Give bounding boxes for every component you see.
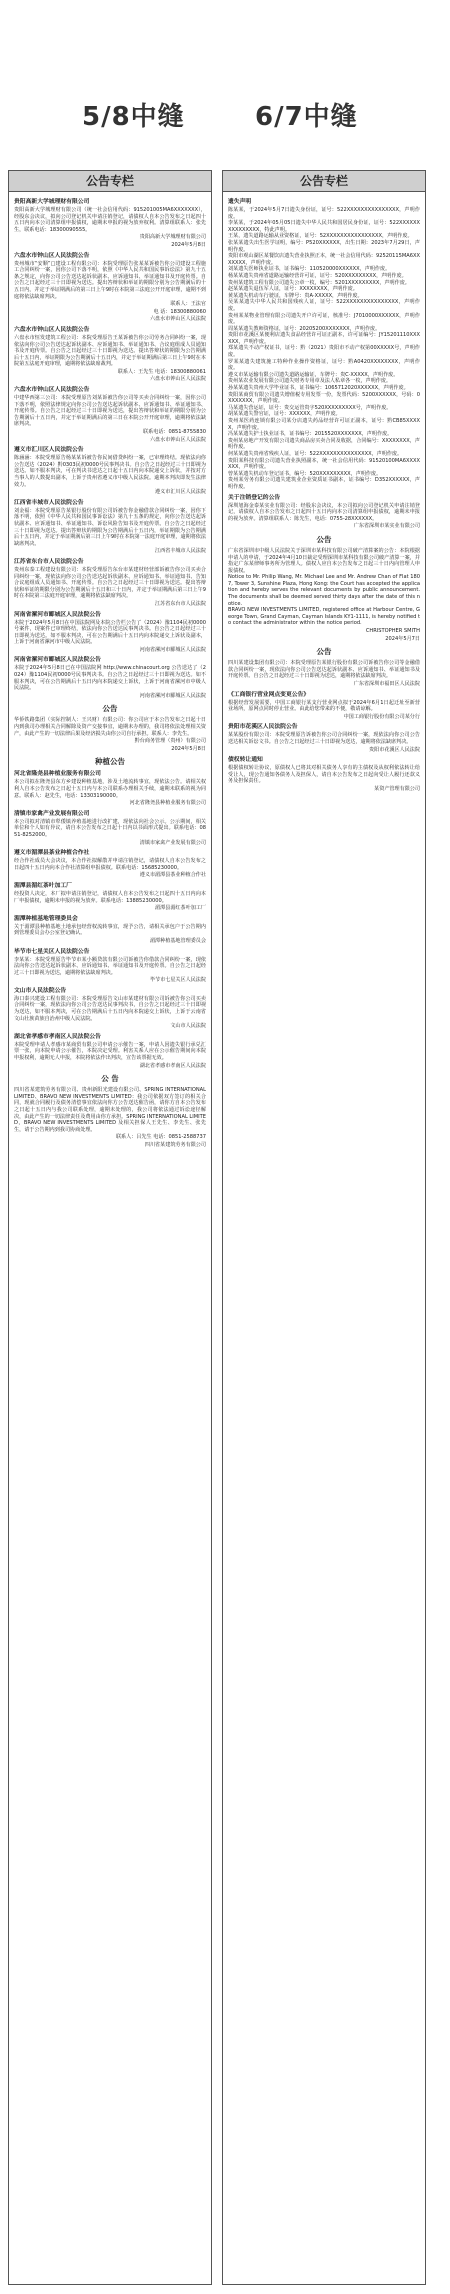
notice-body: 李某某，于2024年05月05日遗失中华人民共和国居民身份证，证号：522XXXXXXXXXXXXXXX，特此声明。 bbox=[228, 220, 420, 233]
notice-body: 胡某某遗失警官证，证号：XXXXXX，声明作废。 bbox=[228, 411, 341, 418]
notice-body: 刘金福：本院受理原告某银行股份有限公司诉被告你金融借款合同纠纷一案，因你下落不明，依照《中华人民共和国民事诉讼法》第九十五条的规定，向你公告送达起诉状副本、应诉通知书、举证通知书、诉讼风险告知书及开庭传票。自公告之日起经过三十日即视为送达。提出答辩状的期限为公告期满后十五日内，举证期限为公告期满后十五日内，并定于举证期满后第三日上午9时在本院第一法庭开庭审理，逾期将依法缺席判决。 bbox=[14, 507, 206, 547]
notice-heading: 湖北省孝感市孝南区人民法院公告 bbox=[14, 1033, 101, 1040]
notice-signature: 遵义市汇川区人民法院 bbox=[155, 489, 206, 496]
notice-body: 杨某某遗失贵州省道路运输经营许可证，证号：520XXXXXXXXX，声明作废。 bbox=[228, 272, 407, 279]
section-title: 种植公告 bbox=[95, 757, 125, 767]
notice-signature: 黔台商务管理（贵州）有限公司 bbox=[134, 738, 206, 745]
notice-heading: 毕节市七星关区人民法院公告 bbox=[14, 948, 90, 955]
notice-signature: 湄潭县湄红茶叶加工厂 bbox=[155, 905, 206, 912]
notice-body: 张某某遗失出生医学证明，编号：P520XXXXXX，出生日期：2023年7月29日，声明作废。 bbox=[228, 239, 420, 253]
notice-signature: 联系人：吕先生 电话：0851-2588737 bbox=[115, 1134, 206, 1141]
notice-signature: 电 话：18300880060 bbox=[153, 308, 206, 315]
notice-heading: 河北省隆尧县种植业服务有限公司 bbox=[14, 771, 101, 778]
notice-body: 华侨铁路集团（实际控制人：王兴财）有限公司：你公司应于本公告发布之日起十日内到我司办理相关合同解除及资产交接事宜，逾期未办理的，我司将依法处理相关资产，由此产生的一切法律后果及经济损失由你公司自行承担。联系人：李先生。 bbox=[14, 717, 206, 737]
notice-body: 曾某某遗失机动车登记证书，编号：520XXXXXXXXX，声明作废。 bbox=[228, 470, 382, 477]
notice-signature: 联系人：王先生 电话：18300880061 bbox=[117, 368, 206, 375]
page-title-left: 5/8中缝 bbox=[82, 102, 185, 132]
column-left bbox=[8, 170, 212, 2285]
notice-heading: 遵义市汇川区人民法院公告 bbox=[14, 447, 84, 454]
notice-body: 陈涵涵：本院受理原告杨某某诉被告你民间借贷纠纷一案，已审理终结。现依法向你公告送达（2024）黔0303民初0000号民事判决书。自公告之日起经过三十日即视为送达。如不服本判决，可在判决书送达之日起十五日内向本院递交上诉状，并按对方当事人的人数提出副本，上诉于贵州省遵义市中级人民法院。逾期本判决即发生法律效力。 bbox=[14, 455, 206, 488]
notice-heading: 《工商银行营业网点变更公告》 bbox=[228, 691, 310, 698]
notice-body: 深圳旭海金泰某实业有限公司：经股东会决议，本公司拟向公司登记机关申请注销登记，请债权人自本公告发布之日起四十五日内向本公司清算组申报债权，逾期未申报的视为放弃。清算组联系人：陈先生，电话：0755-28XXXXXX。 bbox=[228, 502, 420, 522]
notice-signature: 2024年5月7日 bbox=[385, 635, 420, 642]
notice-body: 本院于2024年5月8日在中国法院网及本院公告栏公告了（2024）豫1104民初0000号案件，现案件已审理终结，依法向你公告送达民事判决书。自公告之日起经过三十日即视为送达。如不服本判决，可在公告期满后十五日内向本院递交上诉状及副本，上诉于河南省漯河市中级人民法院。 bbox=[14, 619, 206, 646]
notice-heading: 江西省丰城市人民法院公告 bbox=[14, 499, 84, 506]
notice-body: 海口泰兴建设工程有限公司：本院受理原告文山市某建材有限公司诉被告你公司买卖合同纠纷一案，现依法向你公司公告送达民事判决书，自公告之日起经过三十日即视为送达，如不服本判决，可在公告期满后十五日内向本院递交上诉状，上诉于云南省文山壮族苗族自治州中级人民法院。 bbox=[14, 995, 206, 1022]
notice-signature: 四川省某建筑劳务有限公司 bbox=[144, 1141, 206, 1148]
notice-body: 经合作社成员大会决议，本合作社拟解散并申请注销登记，请债权人自本公告发布之日起四十五日内向本合作社清算组申报债权。联系电话：15685230000。 bbox=[14, 858, 206, 871]
notice-heading: 清镇市家禽产业发展有限公司 bbox=[14, 810, 90, 817]
notice-heading: 遗失声明 bbox=[228, 199, 252, 205]
notice-body: 贵阳市观山湖区某餐饮店遗失营业执照正本，统一社会信用代码：92520115MA6XXXXXXX，声明作废。 bbox=[228, 253, 420, 266]
column-header: 公告专栏 bbox=[223, 171, 425, 192]
notice-signature: 贵阳市花溪区人民法院 bbox=[369, 746, 420, 753]
notice-signature: 江西省丰城市人民法院 bbox=[155, 548, 206, 555]
notice-heading: 六盘水市钟山区人民法院公告 bbox=[14, 326, 90, 333]
notice-body: 贵州某房地产开发有限公司遗失商品房买卖合同及收据，合同编号：XXXXXXXX，声明作废。 bbox=[228, 437, 420, 451]
notice-body: 本公司拟对清镇市犁倭镇养殖基地进行改扩建，现依法向社会公示。公示期间，相关单位和个人如有异议，请自本公告发布之日起十日内以书面形式提出。联系电话：0851-8252000。 bbox=[14, 818, 206, 838]
column-body bbox=[9, 192, 211, 1149]
notice-body: 贵州某农业发展有限公司遗失财务专用章及法人私章各一枚，声明作废。 bbox=[228, 378, 392, 385]
notice-signature: 2024年5月8日 bbox=[171, 745, 206, 752]
notice-body: 本院受理申请人孝感市某商贸有限公司申请公示催告一案，申请人因遗失银行承兑汇票一张，向本院申请公示催告，本院决定受理。利害关系人应在公示催告期间向本院申报权利，逾期无人申报，本院将依法作出判决，宣告该票据无效。 bbox=[14, 1041, 206, 1062]
notice-body: 黄某遗失机动车行驶证，车牌号：贵A·XXXXX，声明作废。 bbox=[228, 292, 363, 299]
notice-body: 周某某遗失教师资格证，证号：20205200XXXXXXX，声明作废。 bbox=[228, 325, 381, 332]
notice-body: 郑某遗失不动产权证书，证号：黔（2021）贵阳市不动产权第00XXXXX号，声明作废。 bbox=[228, 345, 420, 359]
section-title: 公告 bbox=[316, 647, 332, 657]
notice-signature: 联系电话：0851-8755830 bbox=[143, 429, 206, 436]
notice-signature: 河南省漯河市郾城区人民法院 bbox=[139, 692, 206, 699]
notice-body: 广东省深圳市中级人民法院关于深圳市某科技有限公司破产清算案的公告：本院根据申请人的申请，于2024年4月10日裁定受理深圳市某科技有限公司破产清算一案，并指定广东某律师事务所为管理人。债权人应自本公告发布之日起三十日内向管理人申报债权。 bbox=[228, 547, 420, 574]
notice-heading: 六盘水市钟山区人民法院公告 bbox=[14, 252, 90, 259]
notice-signature: 清镇市家禽产业发展有限公司 bbox=[139, 839, 206, 846]
notice-body: 四川某建设集团有限公司：本院受理原告某银行股份有限公司诉被告你公司等金融借款合同纠纷一案，现依法向你公司公告送达起诉状副本、应诉通知书、举证通知书及开庭传票。自公告之日起经过三十日即视为送达，逾期将依法缺席判决。 bbox=[228, 660, 420, 680]
notice-signature: 文山市人民法院 bbox=[170, 1023, 206, 1030]
section-title: 公告 bbox=[316, 534, 332, 544]
notice-heading: 六盘水市钟山区人民法院公告 bbox=[14, 387, 90, 394]
notice-heading: 债权转让通知 bbox=[228, 757, 263, 764]
notice-body: 经投资人决定，本厂拟申请注销登记，请债权人自本公告发布之日起四十五日内向本厂申报债权，逾期未申报的视为放弃。联系电话：13885230000。 bbox=[14, 890, 206, 904]
notice-body: 冯某某遗失护士执业证书，证书编号：2015520XXXXXXX，声明作废。 bbox=[228, 431, 393, 438]
notice-body: 赵某某遗失退伍军人证，证号：XXXXXXXX，声明作废。 bbox=[228, 286, 358, 293]
notice-signature: 河北省隆尧县种植业服务有限公司 bbox=[129, 800, 206, 807]
notice-body: 六盘水市恒发建筑工程公司：本院受理原告王某诉被告你公司劳务合同纠纷一案，现依法向你公司公告送达起诉状副本、应诉通知书、举证通知书、合议庭组成人员通知书及开庭传票。自公告之日起经过三十日即视为送达。提出答辩状的期限为公告期满后十五日内，举证期限为公告期满后十五日内，并定于举证期满后第三日上午9时在本院第五法庭开庭审理，逾期将依法缺席裁判。 bbox=[14, 334, 206, 368]
notice-body: 贵州某劳务有限公司遗失建筑业企业资质证书副本，证书编号：D352XXXXXX，声明作废。 bbox=[228, 477, 420, 490]
notice-signature: 河南省漯河市郾城区人民法院 bbox=[139, 646, 206, 653]
notice-heading: 关于注销登记的公告 bbox=[228, 494, 281, 501]
notice-body: 何某某遗失贵州省残疾人证，证号：522XXXXXXXXXXXXXXX，声明作废。 bbox=[228, 450, 403, 457]
notice-body: 本院于2024年5月8日已在中国法院网 http://www.chinacourt.org 公告送达了（2024）豫1104民初0000号民事判决书。自公告之日起经过三十日即视为送达。如不服本判决，可在公告期满后十五日内向本院递交上诉状，上诉于河南省漯河市中级人民法院。 bbox=[14, 665, 206, 692]
notice-body: 贵州城市“安顺”□建设工程有限公司：本院受理原告张某某诉被告你公司建设工程施工合同纠纷一案，因你公司下落不明，依照《中华人民共和国民事诉讼法》第九十五条之规定，向你公司公告送达起诉状副本、应诉通知书、举证通知书及开庭传票。自公告之日起经过三十日即视为送达。提出答辩状和举证的期限分别为公告期满后的十五日内，并定于举证期满后的第三日上午9时在本院第三法庭公开开庭审理，逾期不到庭将依法缺席判决。 bbox=[14, 260, 206, 300]
notice-signature: 联系人：王法官 bbox=[170, 301, 206, 308]
notice-signature: 江苏省东台市人民法院 bbox=[155, 600, 206, 607]
notice-body: 贵阳某科技有限公司遗失营业执照副本，统一社会信用代码：91520100MA6XXXXXXX，声明作废。 bbox=[228, 457, 420, 471]
notice-signature: CHRISTOPHER SMITH bbox=[365, 628, 420, 635]
notice-body: 贵州某建筑工程有限公司遗失公章一枚，编号：5201XXXXXXXXX，声明作废。 bbox=[228, 279, 410, 286]
notice-signature: 湖北省孝感市孝南区人民法院 bbox=[139, 1062, 206, 1069]
notice-body: 贵阳市花溪区某便利店遗失食品经营许可证正副本，许可证编号：JY15201110XXXXXX，声明作废。 bbox=[228, 332, 420, 345]
notice-heading: 湄潭县湄红茶叶加工厂 bbox=[14, 882, 72, 889]
notice-body: 马某遗失营运证，证号：贵交运管贵字520XXXXXXXXX号，声明作废。 bbox=[228, 404, 392, 411]
notice-body: 王某，遗失道路运输从业资格证，证号：52XXXXXXXXXXXXXXXX，声明作废。 bbox=[228, 233, 413, 240]
notice-body: 根据经营发展需要，中国工商银行某支行营业网点拟于2024年6月1日起迁址至新营业场所，原网点同时停止营业。由此给您带来的不便，敬请谅解。 bbox=[228, 699, 420, 713]
notice-body: 陈某某，于2024年5月7日遗失身份证，证号：522XXXXXXXXXXXXXXX，声明作废。 bbox=[228, 207, 420, 220]
notice-body: 罗某某遗失建筑施工特种作业操作资格证，证号：黔A0420XXXXXXXX，声明作废。 bbox=[228, 358, 420, 372]
notice-signature: 六盘水市钟山区人民法院 bbox=[149, 316, 206, 323]
page-title-right: 6/7中缝 bbox=[255, 102, 358, 132]
notice-heading: 江苏省东台市人民法院公告 bbox=[14, 558, 84, 565]
notice-heading: 贵阳市花溪区人民法院公告 bbox=[228, 724, 298, 731]
notice-heading: 文山市人民法院公告 bbox=[14, 987, 67, 994]
notice-body: 贵阳某商贸有限公司遗失增值税专用发票一份，发票代码：5200XXXXXX，号码：0XXXXXXX，声明作废。 bbox=[228, 391, 420, 405]
notice-signature: 某资产管理有限公司 bbox=[374, 785, 420, 792]
notice-body: 吴某某遗失中华人民共和国残疾人证，证号：522XXXXXXXXXXXXXXX，声明作废。 bbox=[228, 299, 420, 312]
notice-body: BRAVO NEW INVESTMENTS LIMITED, registered office at Harbour Centre, George Town, Grand Cayman, Cayman Islands KY1-1111, is hereby notified to contact the administrator within the notice period. bbox=[228, 607, 420, 627]
notice-signature: 贵阳高新大学城理财有限公司 bbox=[139, 234, 206, 241]
notice-heading: 湄潭种植基地管理委员会 bbox=[14, 915, 78, 922]
notice-signature: 毕节市七星关区人民法院 bbox=[149, 977, 206, 984]
notice-heading: 遵义市湄潭县茶业种植合作社 bbox=[14, 850, 90, 857]
notice-signature: 六盘水市钟山区人民法院 bbox=[149, 376, 206, 383]
notice-body: 遵义市某运输有限公司遗失道路运输证，车牌号：贵C·XXXXX，声明作废。 bbox=[228, 371, 399, 378]
notice-heading: 贵阳高新大学城理财有限公司 bbox=[14, 199, 90, 205]
notice-heading: 河南省漯河市郾城区人民法院公告 bbox=[14, 657, 101, 664]
notice-body: 贵州某某物业管理有限公司遗失开户许可证，核准号：J7010000XXXXXX，声明作废。 bbox=[228, 312, 420, 326]
notice-body: 中建华西第三公司：本院受理原告刘某诉被告你公司等买卖合同纠纷一案，因你公司下落不明，依照法律规定向你公司公告送达起诉状副本、应诉通知书、举证通知书、开庭传票。自公告之日起经过三十日即视为送达，提出答辩状和举证的期限分别为公告期满后十五日内，并定于举证期满后的第三日在本院公开开庭审理，逾期将依法缺席判决。 bbox=[14, 395, 206, 428]
column-body bbox=[223, 192, 425, 793]
notice-signature: 2024年5月8日 bbox=[171, 241, 206, 248]
column-right bbox=[222, 170, 426, 2285]
notice-body: 贵州东泰工程建设有限公司：本院受理原告东台市某建材经营部诉被告你公司买卖合同纠纷一案，现依法向你公司公告送达起诉状副本、应诉通知书、举证通知书、告知合议庭组成人员通知书、开庭传票。自公告之日起经过三十日即视为送达。提出答辩状和举证的期限分别为公告期满后十五日和三十日内，并定于举证期满后第三日上午9时在本院第三法庭开庭审理，逾期将依法缺席判决。 bbox=[14, 566, 206, 600]
column-header: 公告专栏 bbox=[9, 171, 211, 192]
notice-body: 刘某遗失医师执业证书，证书编号：110520000XXXXXX，声明作废。 bbox=[228, 266, 391, 273]
notice-body: 李某某：本院受理原告毕节市某小额贷款有限公司诉被告你借款合同纠纷一案，现依法向你公告送达起诉状副本、应诉通知书、举证通知书及开庭传票。自公告之日起经过三十日即视为送达，逾期将依法缺席判决。 bbox=[14, 956, 206, 976]
notice-body: Notice to Mr. Philip Wang, Mr. Michael Lee and Mr. Andrew Chan of Flat 1807, Tower 3, Sunshine Plaza, Hong Kong: the Court has accepted the application and hereby serves the relevant documents by public announcement. The documents shall be deemed served thirty days after the date of this notice. bbox=[228, 574, 420, 607]
notice-signature: 广东省深圳市福田区人民法院 bbox=[353, 681, 420, 687]
notice-body: 某某股份有限公司：本院受理原告诉被告你公司合同纠纷一案，现依法向你公司公告送达相关诉讼文书。自公告之日起经过三十日即视为送达，逾期将依法缺席判决。 bbox=[228, 732, 420, 745]
notice-heading: 河南省漯河市郾城区人民法院公告 bbox=[14, 611, 101, 618]
section-title: 公告 bbox=[102, 704, 118, 714]
notice-signature: 六盘水市钟山区人民法院 bbox=[149, 436, 206, 443]
notice-signature: 中国工商银行股份有限公司某分行 bbox=[343, 713, 420, 720]
notice-body: 贵州某医药连锁有限公司某分店遗失药品经营许可证正副本，证号：黔CB85XXXXX，声明作废。 bbox=[228, 418, 420, 431]
notice-body: 根据债权转让协议，原债权人已将其对相关债务人享有的主债权及从权利依法转让给受让人，现公告通知各债务人及担保人，请自本公告发布之日起向受让人履行还款义务及担保责任。 bbox=[228, 765, 420, 785]
notice-body: 贵阳高新大学城理财有限公司（统一社会信用代码：915201005MA6XXXXXXX），经股东会决议，拟向公司登记机关申请注销登记，请债权人自本公告发布之日起四十五日内向本公司清算组申报债权，逾期未申报的视为放弃权利。清算组联系人：张先生，联系电话：18300090555。 bbox=[14, 207, 206, 233]
notice-body: 孙某某遗失贵州大学毕业证书，证书编号：1065712020XXXXXX，声明作废。 bbox=[228, 385, 409, 392]
notice-body: 本公司拟在隆尧县东方乡建设种植基地，涉及土地流转事宜，现依法公告。请相关权利人自本公告发布之日起十五日内与本公司联系办理相关手续，逾期未联系的视为同意。联系人：赵先生，电话：13303190000。 bbox=[14, 779, 206, 799]
section-title: 公 告 bbox=[101, 1074, 119, 1084]
notice-body: 关于湄潭县种植基地土地承包经营权流转事宜，现予公告，请相关承包户于公告期内到管理委员会办公室登记确认。 bbox=[14, 923, 206, 937]
notice-body: 四川省某建筑劳务有限公司、贵州新阳光建设有限公司、SPRING INTERNATIONAL LIMITED、BRAVO NEW INVESTMENTS LIMITED：我公司依据双方签订的相关合同，现就合同履行及债务清偿事宜依法向你方公告送达催告函，请你方自本公告发布之日起十五日内与我公司联系处理，逾期未处理的，我公司将依法通过诉讼途径解决，由此产生的一切法律责任及费用由你方承担。SPRING INTERNATIONAL LIMITED，BRAVO NEW INVESTMENTS LIMITED 及相关担保人王先生、李先生、张先生，请于公告期内到我司协商处理。 bbox=[14, 1087, 206, 1133]
notice-signature: 广东省深圳市某实业有限公司 bbox=[353, 523, 420, 530]
notice-signature: 湄潭种植基地管理委员会 bbox=[149, 937, 206, 944]
notice-signature: 遵义市湄潭县茶业种植合作社 bbox=[139, 872, 206, 879]
